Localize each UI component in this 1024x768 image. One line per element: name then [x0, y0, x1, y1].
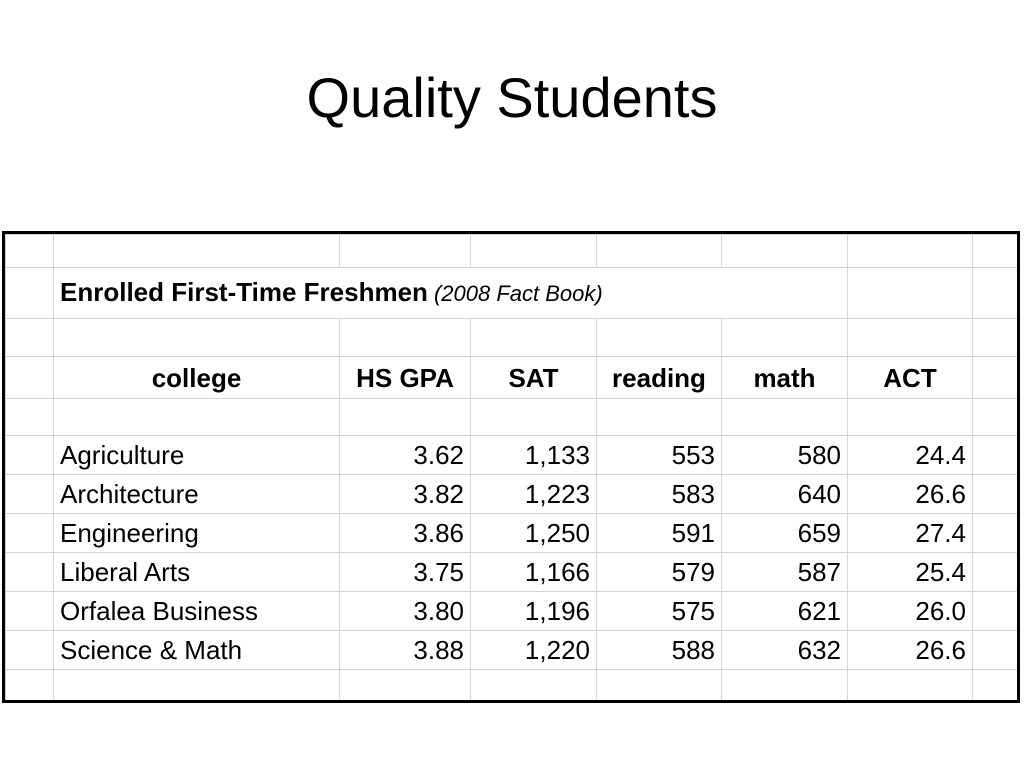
spacer-row — [6, 235, 1021, 268]
act-cell: 26.6 — [848, 475, 973, 514]
hs-gpa-cell: 3.75 — [340, 553, 471, 592]
math-cell: 640 — [722, 475, 848, 514]
column-header-reading: reading — [597, 357, 722, 399]
act-cell: 25.4 — [848, 553, 973, 592]
reading-cell: 553 — [597, 436, 722, 475]
hs-gpa-cell: 3.82 — [340, 475, 471, 514]
act-cell: 27.4 — [848, 514, 973, 553]
college-cell: Liberal Arts — [54, 553, 340, 592]
slide-title: Quality Students — [306, 66, 718, 129]
table-heading-note: (2008 Fact Book) — [433, 281, 603, 306]
reading-cell: 583 — [597, 475, 722, 514]
column-header-college: college — [54, 357, 340, 399]
table-row — [6, 631, 1021, 670]
table-row — [6, 436, 1021, 475]
sat-cell: 1,133 — [471, 436, 597, 475]
column-header-hs-gpa: HS GPA — [340, 357, 471, 399]
spreadsheet-table — [2, 231, 1020, 703]
table-heading-text: Enrolled First-Time Freshmen — [60, 277, 428, 307]
hs-gpa-cell: 3.88 — [340, 631, 471, 670]
sat-cell: 1,250 — [471, 514, 597, 553]
table-row — [6, 553, 1021, 592]
freshmen-stats-table — [5, 234, 1020, 703]
reading-cell: 579 — [597, 553, 722, 592]
sat-cell: 1,220 — [471, 631, 597, 670]
act-cell: 26.6 — [848, 631, 973, 670]
college-cell: Orfalea Business — [54, 592, 340, 631]
column-header-act: ACT — [848, 357, 973, 399]
hs-gpa-cell: 3.62 — [340, 436, 471, 475]
header-row — [6, 357, 1021, 399]
college-cell: Science & Math — [54, 631, 340, 670]
spacer-row — [6, 319, 1021, 357]
reading-cell: 591 — [597, 514, 722, 553]
math-cell: 621 — [722, 592, 848, 631]
table-heading-row — [6, 268, 1021, 319]
spacer-row — [6, 399, 1021, 436]
reading-cell: 575 — [597, 592, 722, 631]
math-cell: 587 — [722, 553, 848, 592]
act-cell: 26.0 — [848, 592, 973, 631]
math-cell: 632 — [722, 631, 848, 670]
math-cell: 580 — [722, 436, 848, 475]
table-row — [6, 514, 1021, 553]
college-cell: Engineering — [54, 514, 340, 553]
act-cell: 24.4 — [848, 436, 973, 475]
college-cell: Architecture — [54, 475, 340, 514]
math-cell: 659 — [722, 514, 848, 553]
table-heading — [54, 268, 848, 319]
table-row — [6, 592, 1021, 631]
hs-gpa-cell: 3.80 — [340, 592, 471, 631]
spacer-row — [6, 670, 1021, 703]
sat-cell: 1,223 — [471, 475, 597, 514]
sat-cell: 1,196 — [471, 592, 597, 631]
college-cell: Agriculture — [54, 436, 340, 475]
column-header-math: math — [722, 357, 848, 399]
hs-gpa-cell: 3.86 — [340, 514, 471, 553]
reading-cell: 588 — [597, 631, 722, 670]
column-header-sat: SAT — [471, 357, 597, 399]
sat-cell: 1,166 — [471, 553, 597, 592]
table-row — [6, 475, 1021, 514]
